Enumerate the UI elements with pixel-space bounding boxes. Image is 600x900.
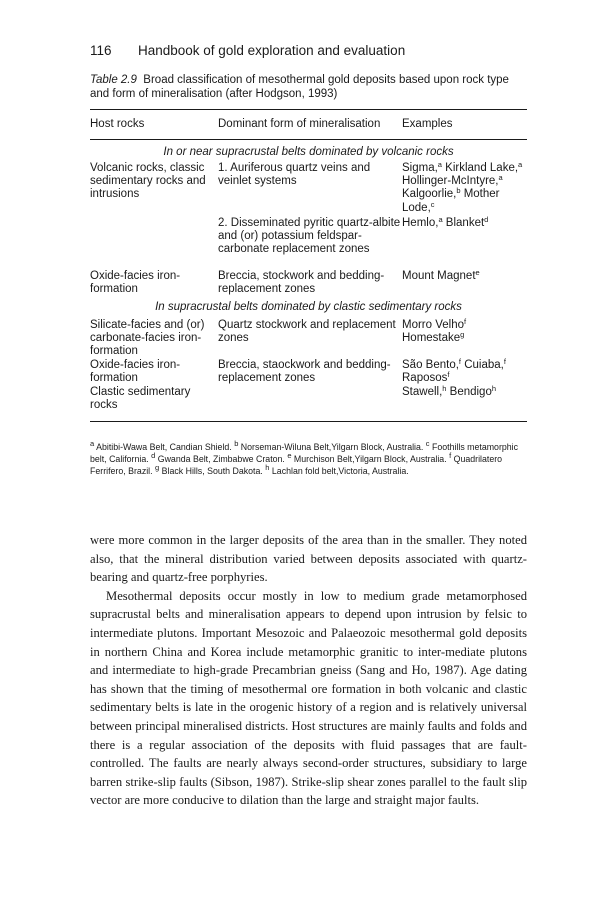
footnote-marker: e [287,450,292,460]
examples-cell [402,217,527,230]
example-deposit [402,319,527,332]
footnote-marker: h [491,384,497,393]
footnote-marker: f [458,357,461,366]
examples-cell [402,359,527,385]
paragraph: were more common in the larger deposits of the area than in the smaller. They noted also, that the mineral distribution varied between deposits associated with quartz-bearing and quartz-free porphyries. [90,533,527,585]
paragraph: Mesothermal deposits occur mostly in low to medium grade metamorphosed supracrustal belts and mineralisation appears to depend upon intrusion by felsic to intermediate plutons. Important Mesozoic and Palaeozoic mesothermal gold deposits in northern China and Korea include metamorphic granitic to inter-mediate plutons and intermediate to high-grade Precambrian gneiss (Sang and Ho, 1987). Age dating has shown that the timing of mesothermal ore formation in both volcanic and clastic sedimentary belts is late in the orogenic history of a region and is relatively universal between principal mineralised districts. Host structures are mainly faults and folds and there is a regular association of the deposits with fluid passages that are fault-controlled. The faults are nearly always second-order structures, subsidiary to large barren strike-slip faults (Sibson, 1987). Strike-slip shear zones parallel to the fault slip vector are more conducive to dilation than the large and straight major faults. [90,588,527,808]
column-header-form: Dominant form of mineralisation [218,118,381,130]
example-name: Sigma, [402,162,438,174]
examples-cell [402,319,527,345]
footnote-marker: c [430,199,435,209]
footnote-marker: e [475,268,480,277]
example-name: São Bento, [402,359,459,371]
table-caption [90,73,527,101]
host-rocks-cell: Clastic sedimentary rocks [90,386,191,412]
example-deposit [402,217,443,229]
examples-cell [402,270,527,283]
section-heading-row [90,140,527,162]
example-name: Raposos [402,372,448,385]
example-name: Blanket [442,217,485,229]
example-deposit [458,357,506,371]
column-header-examples: Examples [402,118,453,130]
footnote [287,450,450,464]
example-deposit [442,162,522,174]
example-deposit [402,359,461,371]
table-header-row [90,110,527,139]
footnote-marker: a [438,215,443,224]
footnote [90,439,235,452]
body-text [90,531,527,810]
host-rocks-cell: Volcanic rocks, classic sedimentary rocks and intrusions [90,162,206,201]
table-row [90,359,527,386]
footnote-marker: g [460,330,465,340]
example-name: Hollinger-McIntyre, [402,175,499,188]
example-name: Hemlo, [402,217,439,229]
footnote-marker: h [265,462,270,472]
footnote-marker: f [503,357,506,366]
table-caption-text: Broad classification of mesothermal gold deposits based upon rock type and form of mineralisation (after Hodgson, 1993) [90,74,509,100]
table-row [90,270,527,297]
section-heading-volcanic: In or near supracrustal belts dominated by volcanic rocks [163,146,454,158]
example-name: Homestake [402,332,461,345]
example-deposit [402,175,503,187]
example-name: Cuiaba, [461,359,504,371]
footnote-marker: a [90,439,95,448]
mineralisation-cell: 1. Auriferous quartz veins and veinlet systems [218,162,371,188]
table-bottom-rule [90,421,527,422]
example-name: Kirkland Lake, [441,162,519,174]
footnote-marker: g [155,462,160,472]
example-deposit [402,270,480,282]
footnote-text: Lachlan fold belt,Victoria, Australia. [269,465,409,476]
footnote-marker: f [449,450,452,460]
host-rocks-cell: Oxide-facies iron-formation [90,270,181,296]
footnote-marker: a [518,160,523,169]
classification-table [90,109,527,422]
mineralisation-cell: Quartz stockwork and replacement zones [218,319,396,345]
footnote-marker: f [447,370,450,380]
footnote-text: Foothills metamorphic belt, California. [90,442,519,464]
example-name: Mother Lode, [402,188,500,214]
table-label: Table 2.9 [90,74,137,86]
mineralisation-cell: Breccia, stockwork and bedding-replacement zones [218,270,385,296]
mineralisation-cell: Breccia, staockwork and bedding-replacement zones [218,359,391,385]
example-deposit [402,332,527,345]
section-heading-clastic: In supracrustal belts dominated by clastic sedimentary rocks [155,301,462,313]
example-deposit [402,162,442,174]
book-title: Handbook of gold exploration and evaluation [138,43,406,58]
footnote-text: Gwanda Belt, Zimbabwe Craton. [155,453,288,464]
table-footnotes [90,439,527,477]
example-deposit [402,386,446,398]
footnote-marker: d [484,215,489,224]
examples-cell [402,386,527,399]
footnote [265,462,409,476]
footnote-marker: b [456,186,461,196]
footnote-marker: h [442,384,447,393]
example-deposit [402,188,461,200]
footnote-text: Murchison Belt,Yilgarn Block, Australia. [291,453,450,464]
section-heading-row [90,297,527,319]
host-rocks-cell: Oxide-facies iron-formation [90,359,181,385]
example-deposit [446,386,496,398]
footnote-marker: c [425,439,430,448]
example-name: Bendigo [446,386,492,398]
footnote-text: Quadrilatero Ferrifero, Brazil. [90,453,503,476]
footnote-marker: a [498,173,503,183]
example-name: Stawell, [402,386,443,398]
footnote-marker: d [151,450,156,460]
footnote-marker: f [464,317,467,326]
footnote-marker: b [234,439,239,448]
footnote-text: Abitibi-Wawa Belt, Candian Shield. [94,442,235,452]
table-row [90,162,527,217]
example-deposit [443,217,489,229]
column-header-host-rocks: Host rocks [90,118,145,130]
footnote [155,462,266,476]
footnote-marker: a [437,160,442,169]
running-head [90,43,405,58]
example-deposit [402,372,449,384]
table-row [90,319,527,359]
host-rocks-cell: Silicate-facies and (or) carbonate-facies iron-formation [90,319,205,358]
examples-cell [402,162,527,215]
mineralisation-cell: 2. Disseminated pyritic quartz-albite and (or) potassium feldspar- carbonate replacement zones [218,217,401,256]
table-row [90,386,527,421]
footnote-text: Black Hills, South Dakota. [159,465,266,476]
table-row [90,217,527,270]
footnote [234,439,426,452]
page-number: 116 [90,43,112,58]
example-name: Kalgoorlie, [402,188,457,201]
example-name: Morro Velho [402,319,465,331]
example-name: Mount Magnet [402,270,476,282]
footnote-text: Norseman-Wiluna Belt,Yilgarn Block, Australia. [238,442,426,452]
